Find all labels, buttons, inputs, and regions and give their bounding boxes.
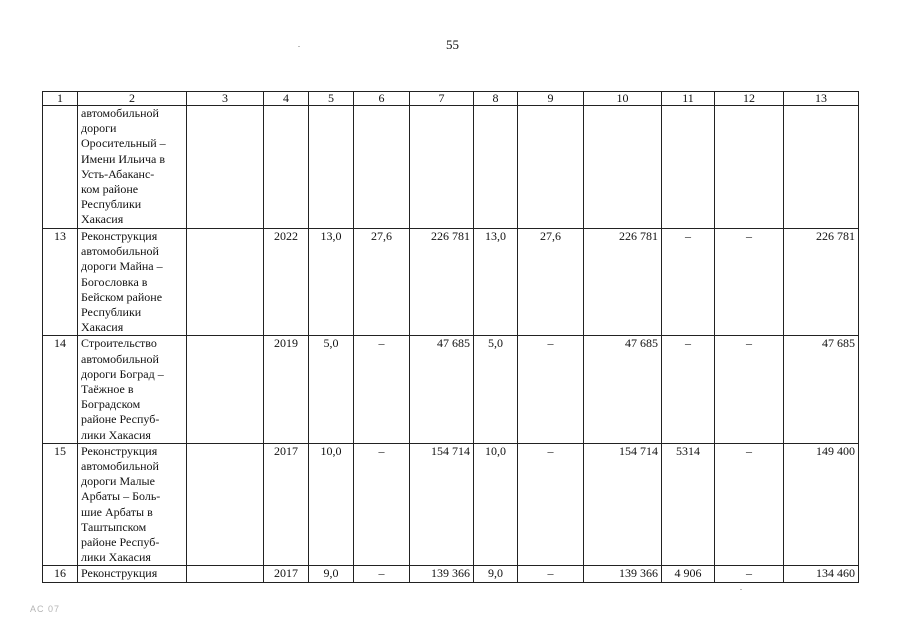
object-name-cell: Реконструкция автомобильной дороги Майна – Богословка в Бейском районе Республики Хакасия [78,229,187,336]
object-name-cell: автомобильной дороги Оросительный – Имени Ильича в Усть-Абаканс- ком районе Республики Хакасия [78,106,187,229]
cell-col11: – [662,229,715,336]
cell-col6: – [354,443,410,566]
scan-speck [740,589,742,590]
object-name-cell: Реконструкция автомобильной дороги Малые Арбаты – Боль- шие Арбаты в Таштыпском районе Респуб- лики Хакасия [78,443,187,566]
cell-col3 [187,229,264,336]
scan-speck [298,46,300,47]
year-cell: 2017 [264,566,309,582]
cell-col11: 4 906 [662,566,715,582]
cell-col5: 13,0 [309,229,354,336]
row-number-cell: 13 [43,229,78,336]
cell-col13: 47 685 [784,336,859,443]
cell-col8: 10,0 [474,443,518,566]
footer-mark: AC 07 [30,604,61,614]
row-number-cell [43,106,78,229]
cell-col12: – [715,443,784,566]
table-row-continuation [43,106,859,229]
row-number-cell: 16 [43,566,78,582]
table-row [43,336,859,443]
year-cell: 2019 [264,336,309,443]
cell-col9: – [518,443,584,566]
cell-col12: – [715,336,784,443]
table-row [43,566,859,582]
cell-col3 [187,566,264,582]
cell-col8: 5,0 [474,336,518,443]
column-header: 9 [518,92,584,106]
cell-col10: 47 685 [584,336,662,443]
cell-col3 [187,443,264,566]
object-name-cell: Строительство автомобильной дороги Боград – Таёжное в Боградском районе Респуб- лики Хакасия [78,336,187,443]
cell-col7: 47 685 [410,336,474,443]
object-name-cell: Реконструкция [78,566,187,582]
column-header: 11 [662,92,715,106]
cell-col11: – [662,336,715,443]
table-row [43,443,859,566]
cell-col13: 226 781 [784,229,859,336]
cell-col12: – [715,229,784,336]
cell-col13: 134 460 [784,566,859,582]
cell-col10: 154 714 [584,443,662,566]
cell-col8: 9,0 [474,566,518,582]
cell-col8: 13,0 [474,229,518,336]
column-header: 4 [264,92,309,106]
cell-col10: 226 781 [584,229,662,336]
cell-col13: 149 400 [784,443,859,566]
column-number-header-row [43,92,859,106]
cell-col9: – [518,336,584,443]
data-table [42,91,859,583]
cell-col9: 27,6 [518,229,584,336]
cell-col12: – [715,566,784,582]
year-cell: 2017 [264,443,309,566]
column-header: 2 [78,92,187,106]
column-header: 13 [784,92,859,106]
cell-col3 [187,336,264,443]
column-header: 5 [309,92,354,106]
table-row [43,229,859,336]
column-header: 3 [187,92,264,106]
cell-col7: 226 781 [410,229,474,336]
cell-col7: 154 714 [410,443,474,566]
column-header: 6 [354,92,410,106]
cell-col11: 5314 [662,443,715,566]
cell-col10: 139 366 [584,566,662,582]
cell-col5: 10,0 [309,443,354,566]
row-number-cell: 14 [43,336,78,443]
year-cell: 2022 [264,229,309,336]
column-header: 1 [43,92,78,106]
row-number-cell: 15 [43,443,78,566]
cell-col9: – [518,566,584,582]
column-header: 12 [715,92,784,106]
page-number: 55 [446,37,459,52]
cell-col7: 139 366 [410,566,474,582]
column-header: 8 [474,92,518,106]
cell-col6: 27,6 [354,229,410,336]
cell-col6: – [354,336,410,443]
column-header: 10 [584,92,662,106]
column-header: 7 [410,92,474,106]
cell-col5: 9,0 [309,566,354,582]
cell-col5: 5,0 [309,336,354,443]
cell-col6: – [354,566,410,582]
